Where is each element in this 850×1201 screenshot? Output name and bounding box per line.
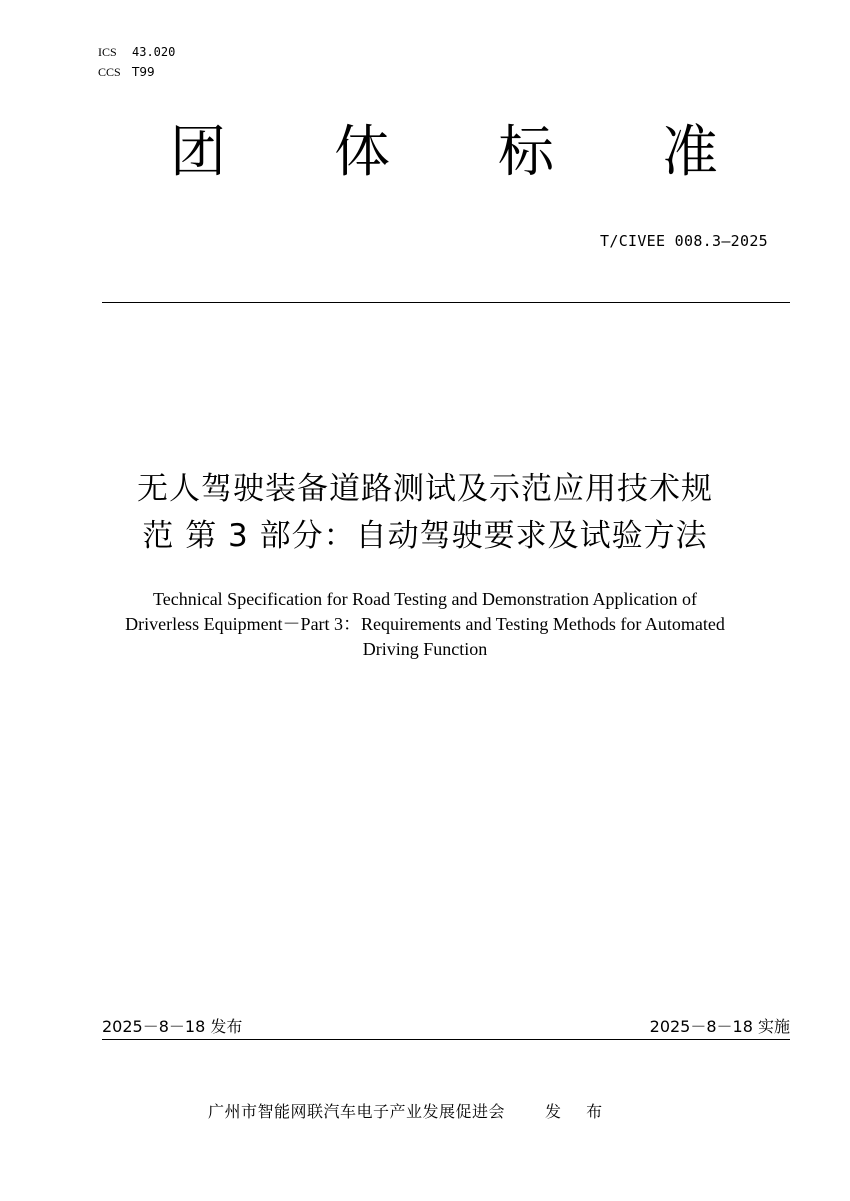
implement-date: 2025－8－18 实施 [649, 1017, 790, 1036]
doc-type-char-2: 体 [334, 120, 390, 185]
ics-code: 43.020 [132, 45, 176, 59]
publisher-name: 广州市智能网联汽车电子产业发展促进会 [208, 1102, 506, 1121]
doc-type-char-1: 团 [170, 120, 226, 185]
bottom-divider [102, 1039, 790, 1040]
ics-row [98, 42, 175, 62]
classification-codes [98, 42, 175, 82]
english-title [80, 587, 770, 662]
document-type-heading [170, 118, 730, 188]
standard-number: T/CIVEE 008.3—2025 [600, 232, 768, 250]
publish-verb: 发 布 [545, 1102, 613, 1121]
chinese-title-line-1: 无人驾驶装备道路测试及示范应用技术规 [137, 471, 713, 507]
ics-label: ICS [98, 45, 117, 59]
publish-date: 2025－8－18 发布 [102, 1017, 243, 1036]
ccs-label: CCS [98, 65, 121, 79]
chinese-title-line-2: 范 第 3 部分：自动驾驶要求及试验方法 [142, 518, 708, 554]
doc-type-char-4: 准 [662, 120, 718, 185]
ccs-row [98, 62, 175, 82]
doc-type-char-3: 标 [498, 120, 554, 185]
chinese-title [60, 466, 790, 560]
top-divider [102, 302, 790, 303]
english-title-line-2: Driverless Equipment－Part 3：Requirements and Testing Methods for Automated [125, 614, 725, 634]
publisher-line [208, 1099, 612, 1122]
english-title-line-3: Driving Function [362, 639, 488, 659]
ccs-code: T99 [132, 65, 155, 79]
english-title-line-1: Technical Specification for Road Testing and Demonstration Application of [152, 589, 697, 609]
